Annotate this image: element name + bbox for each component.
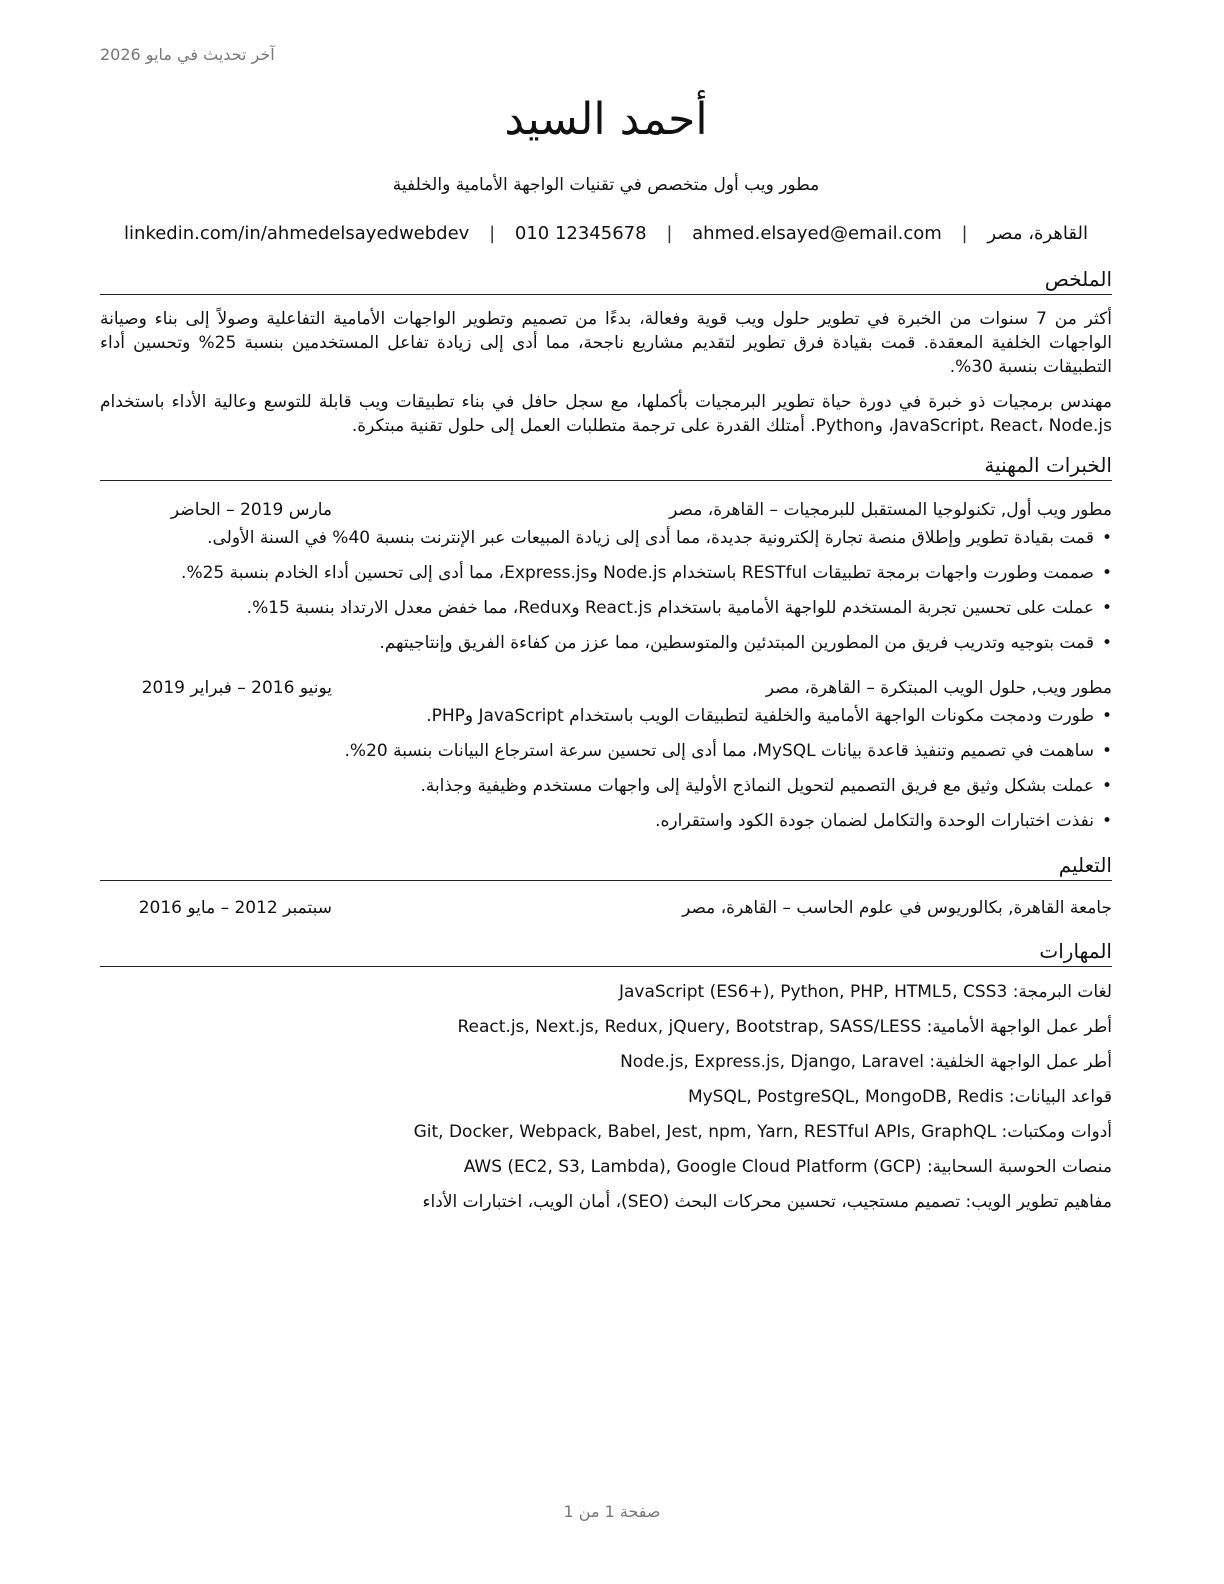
resume-page — [100, 0, 1112, 1215]
skill-row — [100, 1084, 1112, 1110]
skill-value: تصميم مستجيب، تحسين محركات البحث (SEO)، أمان الويب، اختبارات الأداء — [422, 1192, 961, 1212]
job-bullet: • عملت بشكل وثيق مع فريق التصميم لتحويل النماذج الأولية إلى واجهات مستخدم وظيفية وجذابة. — [100, 773, 1112, 799]
education-degree: جامعة القاهرة, بكالوريوس في علوم الحاسب – القاهرة، مصر — [682, 898, 1112, 918]
skills-section — [100, 936, 1112, 1215]
summary-section — [100, 264, 1112, 438]
job-entry — [100, 674, 1112, 834]
skill-value: MySQL, PostgreSQL, MongoDB, Redis — [687, 1087, 1004, 1107]
job-bullet: • ساهمت في تصميم وتنفيذ قاعدة بيانات MySQL، مما أدى إلى تحسين سرعة استرجاع البيانات بنسبة 20%. — [100, 738, 1112, 764]
job-bullet: • عملت على تحسين تجربة المستخدم للواجهة الأمامية باستخدام React.js وRedux، مما خفض معدل الارتداد بنسبة 15%. — [100, 595, 1112, 621]
skill-label: قواعد البيانات: — [1008, 1087, 1112, 1107]
contact-location: القاهرة، مصر — [987, 223, 1088, 244]
job-bullets — [100, 703, 1112, 834]
contact-email[interactable]: ahmed.elsayed@email.com — [692, 223, 942, 244]
education-dates: سبتمبر 2012 – مايو 2016 — [138, 898, 332, 918]
skill-value: Git, Docker, Webpack, Babel, Jest, npm, Yarn, RESTful APIs, GraphQL — [413, 1122, 997, 1142]
job-dates: يونيو 2016 – فبراير 2019 — [141, 678, 332, 698]
skill-value: JavaScript (ES6+), Python, PHP, HTML5, CSS3 — [618, 982, 1008, 1002]
job-dates: مارس 2019 – الحاضر — [170, 500, 332, 520]
job-title: مطور ويب, حلول الويب المبتكرة – القاهرة، مصر — [765, 678, 1112, 698]
skill-label: أدوات ومكتبات: — [1001, 1122, 1112, 1142]
contact-separator: | — [961, 223, 968, 244]
skill-row — [100, 1014, 1112, 1040]
job-title: مطور ويب أول, تكنولوجيا المستقبل للبرمجيات – القاهرة، مصر — [669, 500, 1112, 520]
candidate-name: أحمد السيد — [504, 94, 708, 145]
skill-label: مفاهيم تطوير الويب: — [965, 1192, 1112, 1212]
job-bullet: • صممت وطورت واجهات برمجة تطبيقات RESTful باستخدام Node.js وExpress.js، مما أدى إلى تحسين أداء الخادم بنسبة 25%. — [100, 560, 1112, 586]
summary-paragraph: مهندس برمجيات ذو خبرة في دورة حياة تطوير البرمجيات بأكملها، مع سجل حافل في بناء تطبيقات ويب قابلة للتوسع وعالية الأداء باستخدام JavaScript، React، Node.js، وPython. أمتلك القدرة على ترجمة متطلبات العمل إلى حلول تقنية مبتكرة. — [100, 392, 1112, 436]
skill-row — [100, 1049, 1112, 1075]
job-bullets — [100, 525, 1112, 656]
skills-list — [100, 979, 1112, 1215]
skill-value: AWS (EC2, S3, Lambda), Google Cloud Platform (GCP) — [463, 1157, 922, 1177]
skill-label: أطر عمل الواجهة الأمامية: — [926, 1017, 1112, 1037]
education-section — [100, 850, 1112, 922]
skill-label: منصات الحوسبة السحابية: — [926, 1157, 1112, 1177]
job-header — [100, 496, 1112, 524]
candidate-subtitle: مطور ويب أول متخصص في تقنيات الواجهة الأمامية والخلفية — [392, 175, 820, 195]
job-bullet: • قمت بقيادة تطوير وإطلاق منصة تجارة إلكترونية جديدة، مما أدى إلى زيادة المبيعات عبر الإنترنت بنسبة 40% في السنة الأولى. — [100, 525, 1112, 551]
skill-label: أطر عمل الواجهة الخلفية: — [929, 1052, 1112, 1072]
contact-separator: | — [666, 223, 673, 244]
last-updated-note: آخر تحديث في مايو 2026 — [100, 45, 275, 64]
job-entry — [100, 496, 1112, 656]
contact-line — [100, 220, 1112, 248]
summary-heading: الملخص — [100, 264, 1112, 295]
job-bullet: • نفذت اختبارات الوحدة والتكامل لضمان جودة الكود واستقراره. — [100, 808, 1112, 834]
contact-phone: 010 12345678 — [514, 223, 647, 244]
skill-label: لغات البرمجة: — [1012, 982, 1112, 1002]
education-entry — [100, 894, 1112, 922]
summary-paragraph: أكثر من 7 سنوات من الخبرة في تطوير حلول ويب قوية وفعالة، بدءًا من تصميم وتطوير الواجهات الأمامية التفاعلية وصولاً إلى بناء وصيانة الواجهات الخلفية المعقدة. قمت بقيادة فرق تطوير لتقديم مشاريع ناجحة، مما أدى إلى زيادة تفاعل المستخدمين بنسبة 25% وتحسين أداء التطبيقات بنسبة 30%. — [100, 309, 1112, 377]
education-heading: التعليم — [100, 850, 1112, 881]
job-header — [100, 674, 1112, 702]
contact-linkedin[interactable]: linkedin.com/in/ahmedelsayedwebdev — [124, 223, 470, 244]
skill-row — [100, 979, 1112, 1005]
skill-value: React.js, Next.js, Redux, jQuery, Bootstrap, SASS/LESS — [457, 1017, 922, 1037]
page-number-footer: صفحة 1 من 1 — [563, 1502, 661, 1521]
skill-row — [100, 1154, 1112, 1180]
skill-row — [100, 1189, 1112, 1215]
experience-section — [100, 450, 1112, 834]
job-bullet: • قمت بتوجيه وتدريب فريق من المطورين المبتدئين والمتوسطين، مما عزز من كفاءة الفريق وإنتاجيتهم. — [100, 630, 1112, 656]
skill-value: Node.js, Express.js, Django, Laravel — [620, 1052, 924, 1072]
skills-heading: المهارات — [100, 936, 1112, 967]
job-bullet: • طورت ودمجت مكونات الواجهة الأمامية والخلفية لتطبيقات الويب باستخدام JavaScript وPHP. — [100, 703, 1112, 729]
contact-separator: | — [489, 223, 496, 244]
experience-heading: الخبرات المهنية — [100, 450, 1112, 481]
skill-row — [100, 1119, 1112, 1145]
